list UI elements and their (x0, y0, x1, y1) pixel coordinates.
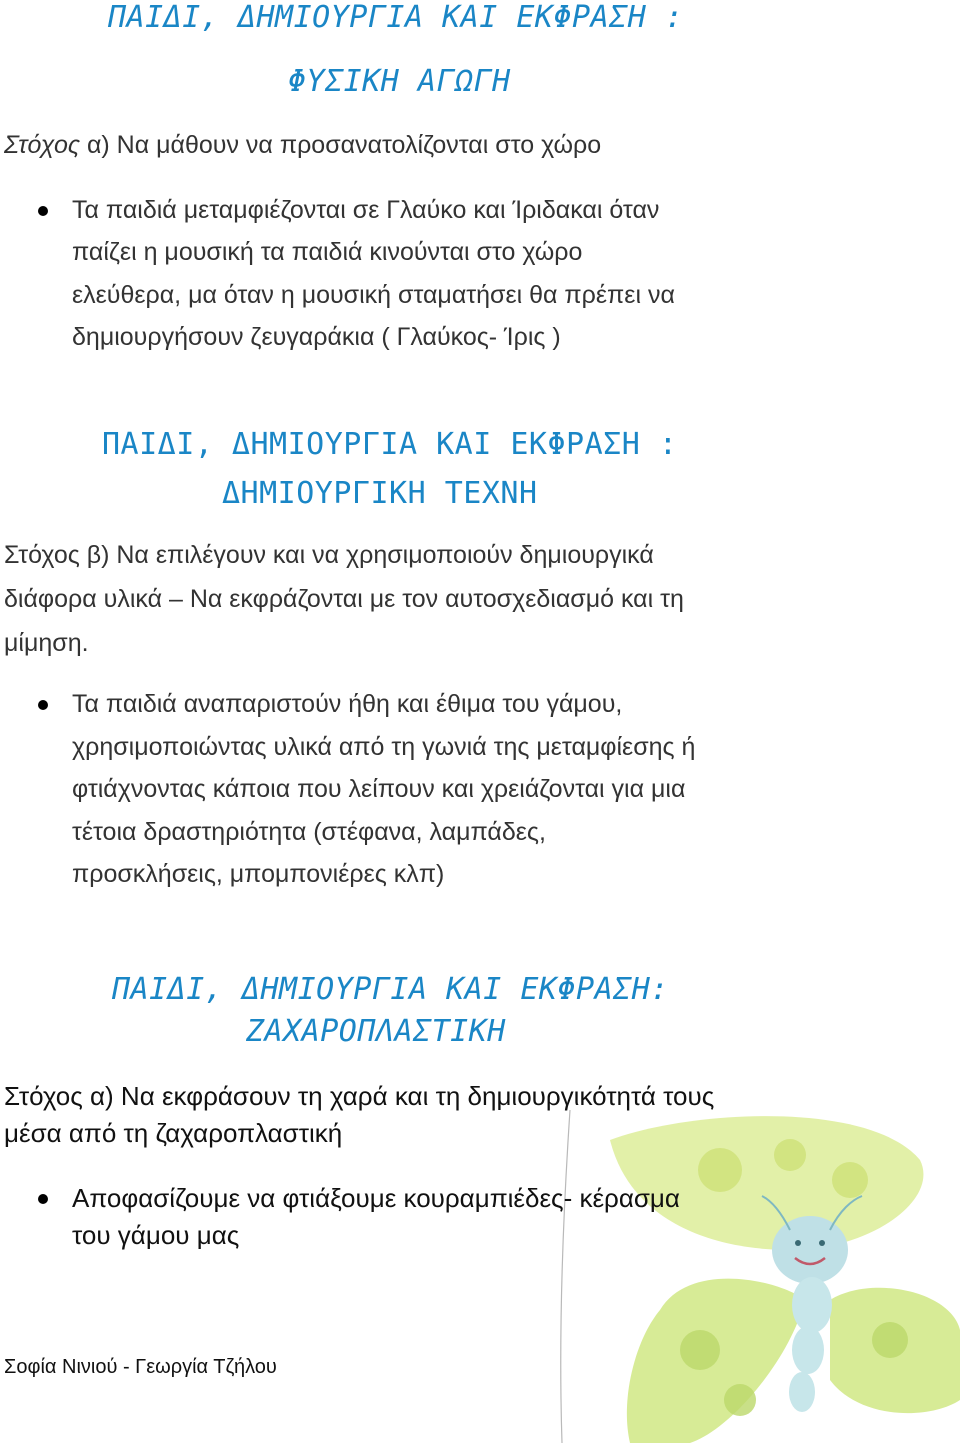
bullet-icon (38, 206, 48, 216)
section-2-goal-line-3: μίμηση. (4, 629, 89, 657)
section-2-heading-line-2: ΔΗΜΙΟΥΡΓΙΚΗ ΤΕΧΝΗ (222, 476, 538, 511)
butterfly-illustration (540, 1100, 960, 1443)
page-footer-authors: Σοφία Νινιού - Γεωργία Τζήλου (4, 1356, 277, 1378)
section-3-heading-line-1: ΠΑΙΔΙ, ΔΗΜΙΟΥΡΓΙΑ ΚΑΙ ΕΚΦΡΑΣΗ: (112, 972, 669, 1007)
section-2-bullet-line-2: χρησιμοποιώντας υλικά από τη γωνιά της μεταμφίεσης ή (72, 733, 696, 761)
bullet-icon (38, 1194, 48, 1204)
section-3-bullet-line-2: του γάμου μας (72, 1220, 240, 1250)
section-1-bullet-line-2: παίζει η μουσική τα παιδιά κινούνται στο χώρο (72, 238, 583, 266)
section-2-goal-line-1: Στόχος β) Να επιλέγουν και να χρησιμοποιούν δημιουργικά (4, 541, 654, 569)
section-2-bullet-line-3: φτιάχνοντας κάποια που λείπουν και χρειάζονται για μια (72, 775, 686, 803)
section-1-heading-line-1: ΠΑΙΔΙ, ΔΗΜΙΟΥΡΓΙΑ ΚΑΙ ΕΚΦΡΑΣΗ : (108, 0, 684, 35)
section-3-bullet-line-1: Αποφασίζουμε να φτιάξουμε κουραμπιέδες- κέρασμα (72, 1183, 680, 1213)
section-3-goal-line-2: μέσα από τη ζαχαροπλαστική (4, 1118, 343, 1148)
section-2-heading-line-1: ΠΑΙΔΙ, ΔΗΜΙΟΥΡΓΙΑ ΚΑΙ ΕΚΦΡΑΣΗ : (102, 427, 678, 462)
section-1-bullet-line-1: Τα παιδιά μεταμφιέζονται σε Γλαύκο και Ίριδακαι όταν (72, 196, 660, 224)
section-1-goal (4, 131, 601, 160)
section-2-bullet-line-1: Τα παιδιά αναπαριστούν ήθη και έθιμα του γάμου, (72, 690, 623, 718)
section-3-heading-line-2: ΖΑΧΑΡΟΠΛΑΣΤΙΚΗ (246, 1014, 506, 1049)
section-3-goal-line-1: Στόχος α) Να εκφράσουν τη χαρά και τη δημιουργικότητά τους (4, 1081, 715, 1111)
section-2-goal-line-2: διάφορα υλικά – Να εκφράζονται με τον αυτοσχεδιασμό και τη (4, 585, 684, 613)
section-1-heading-line-2: ΦΥΣΙΚΗ ΑΓΩΓΗ (288, 64, 511, 99)
section-1-bullet-line-3: ελεύθερα, μα όταν η μουσική σταματήσει θα πρέπει να (72, 281, 675, 309)
goal-label: Στόχος (4, 131, 81, 159)
goal-text: α) Να μάθουν να προσανατολίζονται στο χώρο (80, 131, 602, 159)
section-1-bullet-line-4: δημιουργήσουν ζευγαράκια ( Γλαύκος- Ίρις ) (72, 323, 561, 351)
bullet-icon (38, 700, 48, 710)
section-2-bullet-line-5: προσκλήσεις, μπομπονιέρες κλπ) (72, 860, 445, 888)
section-2-bullet-line-4: τέτοια δραστηριότητα (στέφανα, λαμπάδες, (72, 818, 546, 846)
